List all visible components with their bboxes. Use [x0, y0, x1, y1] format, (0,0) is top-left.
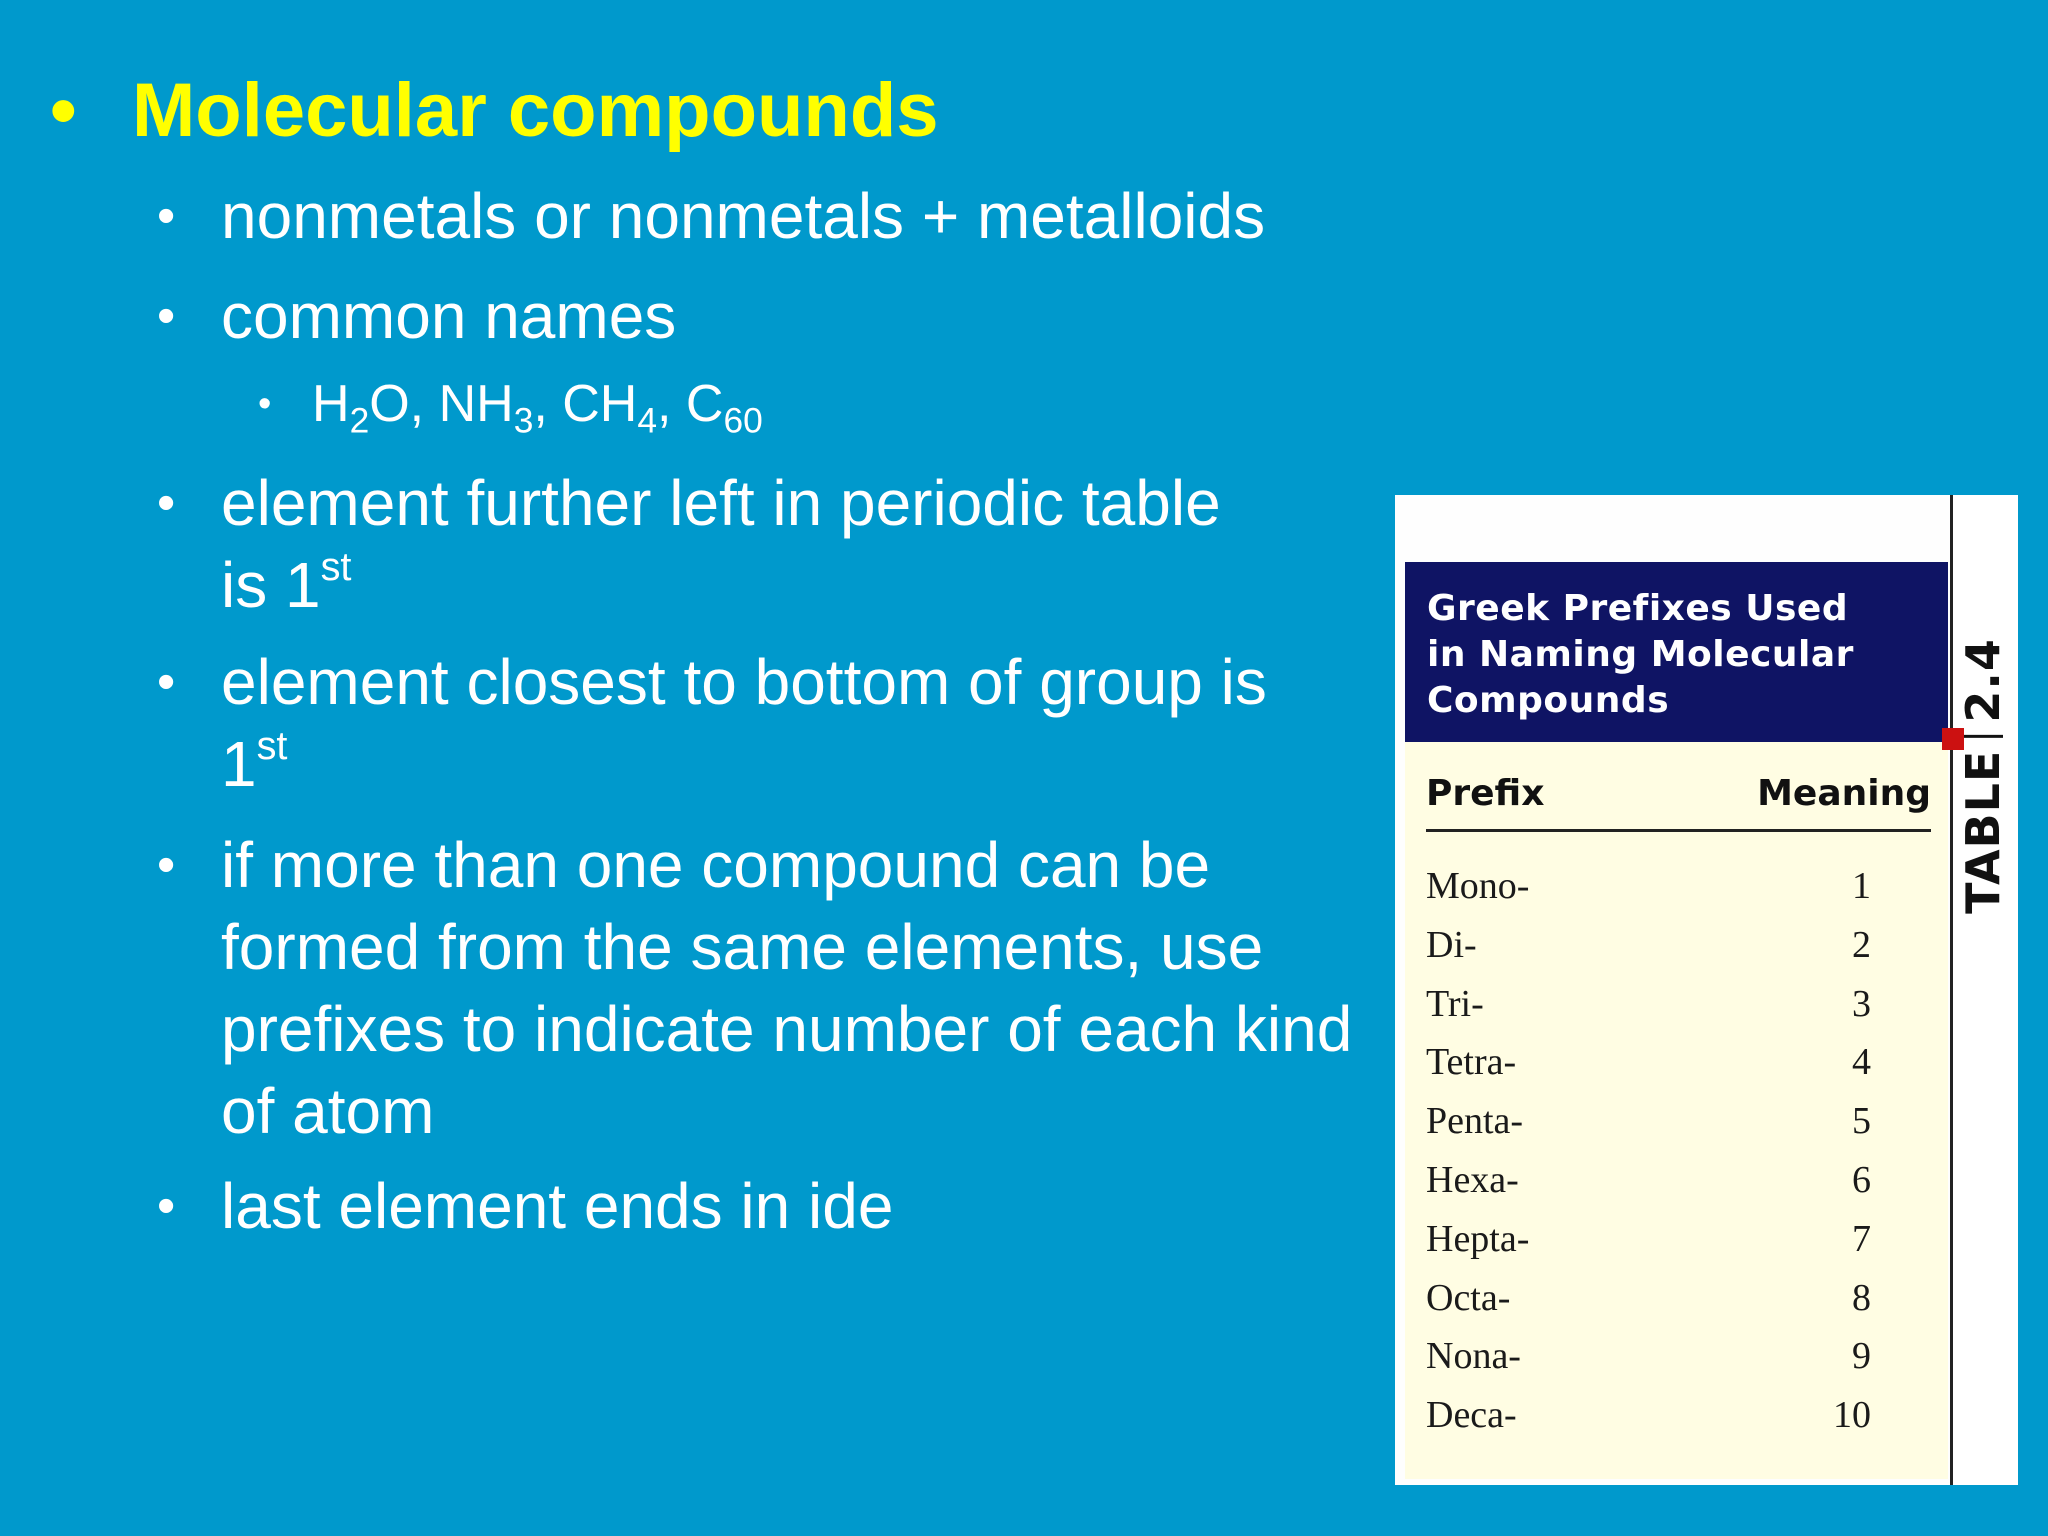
- column-header: Prefix: [1426, 773, 1545, 814]
- table-row: Tetra- 4: [1426, 1041, 1871, 1084]
- bullet: •: [157, 474, 176, 532]
- table-row: Penta- 5: [1426, 1100, 1871, 1143]
- bullet-point: [157, 824, 1357, 1152]
- bullet: •: [157, 287, 176, 345]
- table-row: Tri- 3: [1426, 982, 1871, 1025]
- column-header: Meaning: [1757, 773, 1931, 814]
- point-text: nonmetals or nonmetals + metalloids: [221, 180, 1266, 252]
- bullet-point: [157, 175, 1357, 257]
- table-number-label: TABLE2.4: [1956, 638, 2010, 914]
- point-text: last element ends in ide: [221, 1170, 894, 1242]
- table-row: Hexa- 6: [1426, 1158, 1871, 1201]
- table-header-row: [1426, 773, 1931, 832]
- point-text: common names: [221, 280, 677, 352]
- table-rows: [1426, 857, 1871, 1445]
- bullet: •: [50, 68, 77, 153]
- bullet: •: [157, 836, 176, 894]
- bullet: •: [157, 1177, 176, 1235]
- formula-line: [258, 372, 763, 441]
- table-row: Deca- 10: [1426, 1394, 1871, 1437]
- red-marker: [1942, 728, 1964, 750]
- point-text: element closest to bottom of group is 1st: [221, 646, 1267, 800]
- table-title: Greek Prefixes Used in Naming Molecular Compounds: [1405, 562, 1948, 742]
- bullet-point: [157, 462, 1357, 626]
- table-row: Octa- 8: [1426, 1276, 1871, 1319]
- bullet: •: [258, 383, 272, 425]
- formula-text: $H_2O$, $NH_3$, $CH_4$, $C_{60}$: [312, 375, 763, 441]
- bullet: •: [157, 653, 176, 711]
- point-text: if more than one compound can be formed from the same elements, use prefixes to indicate number of each kind of atom: [221, 829, 1353, 1147]
- table-row: Hepta- 7: [1426, 1217, 1871, 1260]
- bullet: •: [157, 187, 176, 245]
- bullet-point: [157, 275, 1357, 357]
- heading: [50, 66, 939, 156]
- table-row: Mono- 1: [1426, 865, 1871, 907]
- bullet-point: [157, 641, 1357, 805]
- point-text: element further left in periodic table is 1st: [221, 467, 1221, 621]
- bullet-point: [157, 1165, 1357, 1247]
- table-row: Nona- 9: [1426, 1335, 1871, 1378]
- table-row: Di- 2: [1426, 923, 1871, 966]
- heading-text: Molecular compounds: [132, 68, 939, 153]
